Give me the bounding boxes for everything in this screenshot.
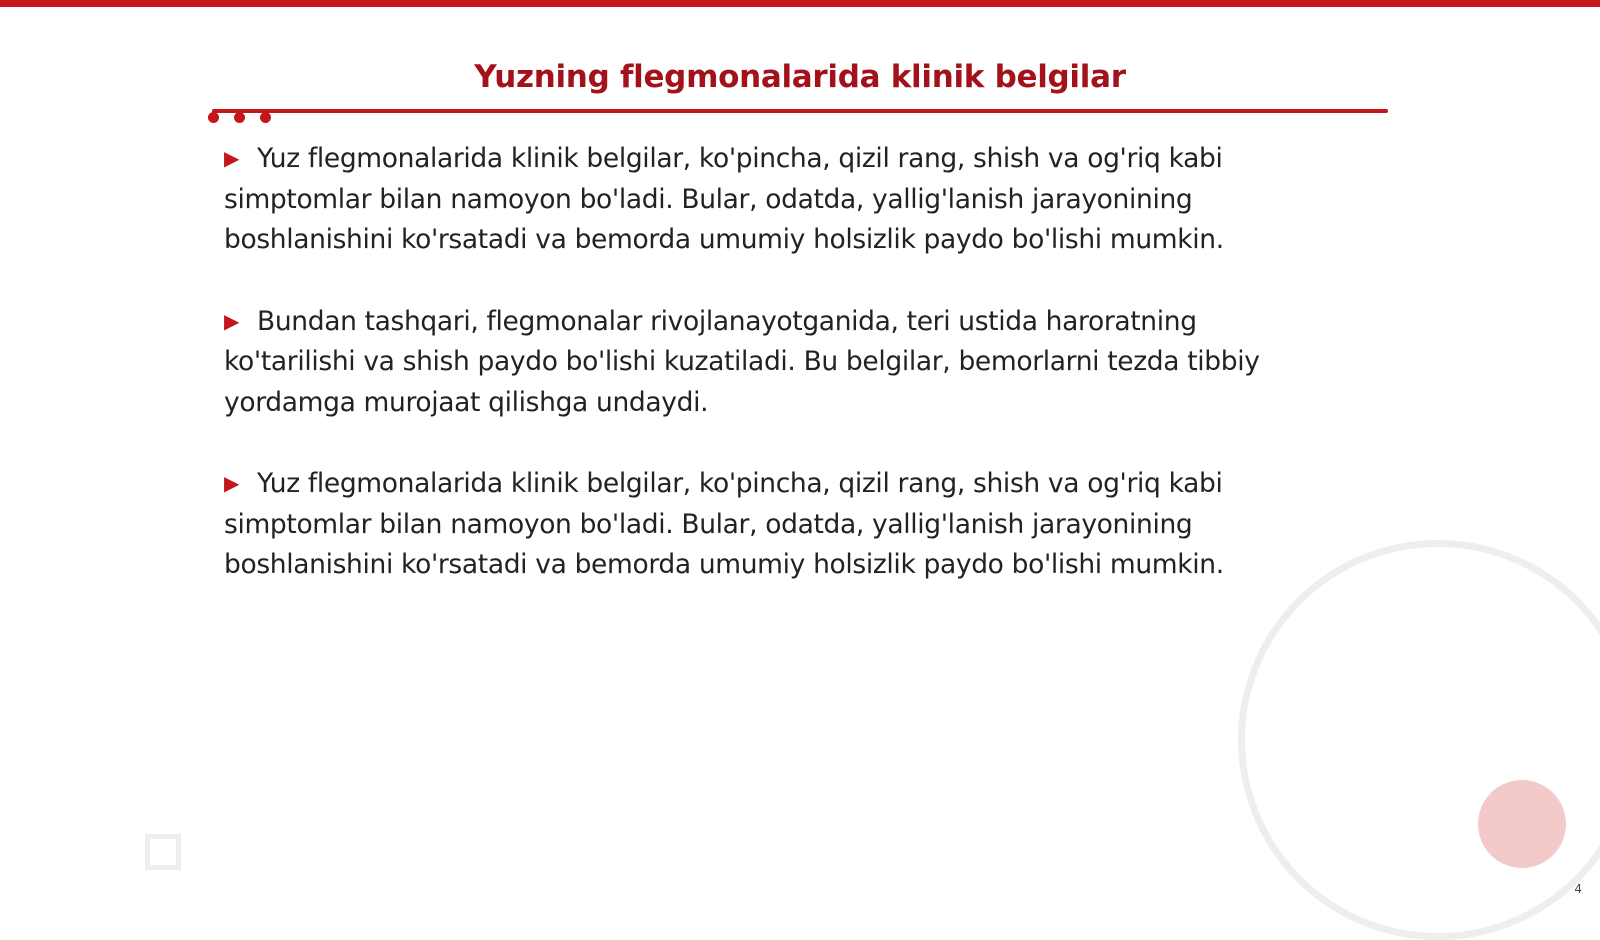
slide-content [224, 138, 1324, 626]
bullet-item-1 [224, 138, 1324, 261]
bullet-item-3 [224, 463, 1324, 586]
triangle-bullet-icon: ▶ [224, 146, 240, 170]
bullet-text: Yuz flegmonalarida klinik belgilar, ko'pincha, qizil rang, shish va og'riq kabi simptomlar bilan namoyon bo'ladi. Bular, odatda, yallig'lanish jarayonining boshlanishini ko'rsatadi va bemorda umumiy holsizlik paydo bo'lishi mumkin. [224, 468, 1224, 580]
bullet-item-2 [224, 301, 1324, 424]
page-number: 4 [1574, 882, 1582, 896]
slide-title: Yuzning flegmonalarida klinik belgilar [474, 59, 1126, 95]
title-underline [212, 109, 1388, 113]
bullet-text: Bundan tashqari, flegmonalar rivojlanayotganida, teri ustida haroratning ko'tarilishi va shish paydo bo'lishi kuzatiladi. Bu belgilar, bemorlarni tezda tibbiy yordamga murojaat qilishga undaydi. [224, 305, 1260, 418]
underline-dot-3 [260, 112, 271, 123]
triangle-bullet-icon: ▶ [224, 308, 240, 333]
bullet-text: Yuz flegmonalarida klinik belgilar, ko'pincha, qizil rang, shish va og'riq kabi simptomlar bilan namoyon bo'ladi. Bular, odatda, yallig'lanish jarayonining boshlanishini ko'rsatadi va bemorda umumiy holsizlik paydo bo'lishi mumkin. [224, 143, 1224, 255]
underline-dot-1 [208, 112, 219, 123]
decorative-pink-circle [1478, 780, 1566, 868]
decorative-square [145, 834, 181, 870]
underline-dot-2 [234, 112, 245, 123]
triangle-bullet-icon: ▶ [224, 471, 240, 495]
top-accent-bar [0, 0, 1600, 7]
